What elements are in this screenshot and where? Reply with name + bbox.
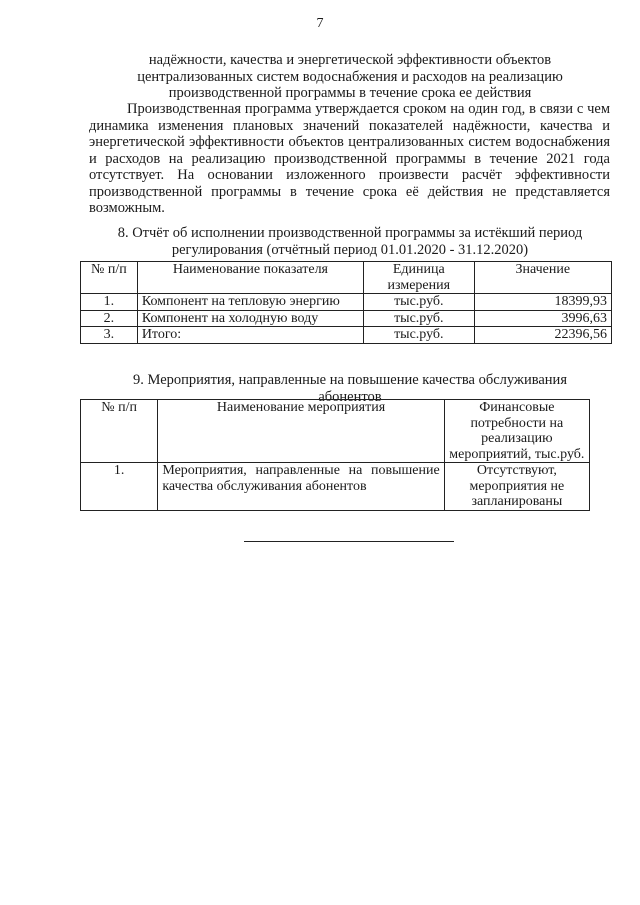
report-table: [80, 261, 612, 344]
row-unit: тыс.руб.: [364, 310, 475, 327]
table-row: [81, 294, 612, 311]
row-num: 1.: [81, 294, 138, 311]
row-unit: тыс.руб.: [364, 294, 475, 311]
end-divider: [244, 541, 454, 542]
header-value: Значение: [474, 262, 611, 294]
row-num: 1.: [81, 463, 158, 511]
header-name: Наименование показателя: [137, 262, 363, 294]
row-num: 3.: [81, 327, 138, 344]
section-heading: [100, 52, 600, 102]
row-unit: тыс.руб.: [364, 327, 475, 344]
table-row: [81, 327, 612, 344]
row-value: 18399,93: [474, 294, 611, 311]
header-num: № п/п: [81, 262, 138, 294]
table-row: [81, 310, 612, 327]
heading-line: надёжности, качества и энергетической эффективности объектов: [148, 52, 552, 68]
row-value: 3996,63: [474, 310, 611, 327]
section-8-title-line: 8. Отчёт об исполнении производственной программы за истёкший период: [117, 225, 583, 241]
section-9-title-line: абонентов: [318, 388, 382, 405]
table-header-row: [81, 400, 590, 463]
body-paragraph: Производственная программа утверждается сроком на один год, в связи с чем динамика изменения плановых значений показателей надёжности, качества и энергетической эффективности объектов централизованных систем водоснабжения и расходов на реализацию производственной программы в течение 2021 года отсутствует. На основании изложенного произвести расчёт эффективности производственной программы в течение срока её действия не представляется возможным.: [89, 101, 610, 216]
section-8-title-line: регулирования (отчётный период 01.01.2020 - 31.12.2020): [171, 241, 529, 258]
header-unit: Единица измерения: [364, 262, 475, 294]
section-8-title: [80, 225, 620, 258]
row-name: Компонент на тепловую энергию: [137, 294, 363, 311]
row-name: Компонент на холодную воду: [137, 310, 363, 327]
row-name: Итого:: [137, 327, 363, 344]
row-value: 22396,56: [474, 327, 611, 344]
row-name: Мероприятия, направленные на повышение качества обслуживания абонентов: [158, 463, 444, 511]
header-name: Наименование мероприятия: [158, 400, 444, 463]
header-num: № п/п: [81, 400, 158, 463]
table-row: [81, 463, 590, 511]
header-financing: Финансовые потребности на реализацию мероприятий, тыс.руб.: [444, 400, 589, 463]
table-header-row: [81, 262, 612, 294]
row-num: 2.: [81, 310, 138, 327]
heading-line: централизованных систем водоснабжения и расходов на реализацию: [137, 68, 563, 85]
section-9-title-line: 9. Мероприятия, направленные на повышение качества обслуживания: [133, 372, 567, 388]
row-financing: Отсутствуют, мероприятия не запланированы: [444, 463, 589, 511]
measures-table: [80, 399, 590, 511]
page-number: 7: [316, 16, 324, 31]
heading-line: производственной программы в течение срока ее действия: [168, 85, 532, 101]
